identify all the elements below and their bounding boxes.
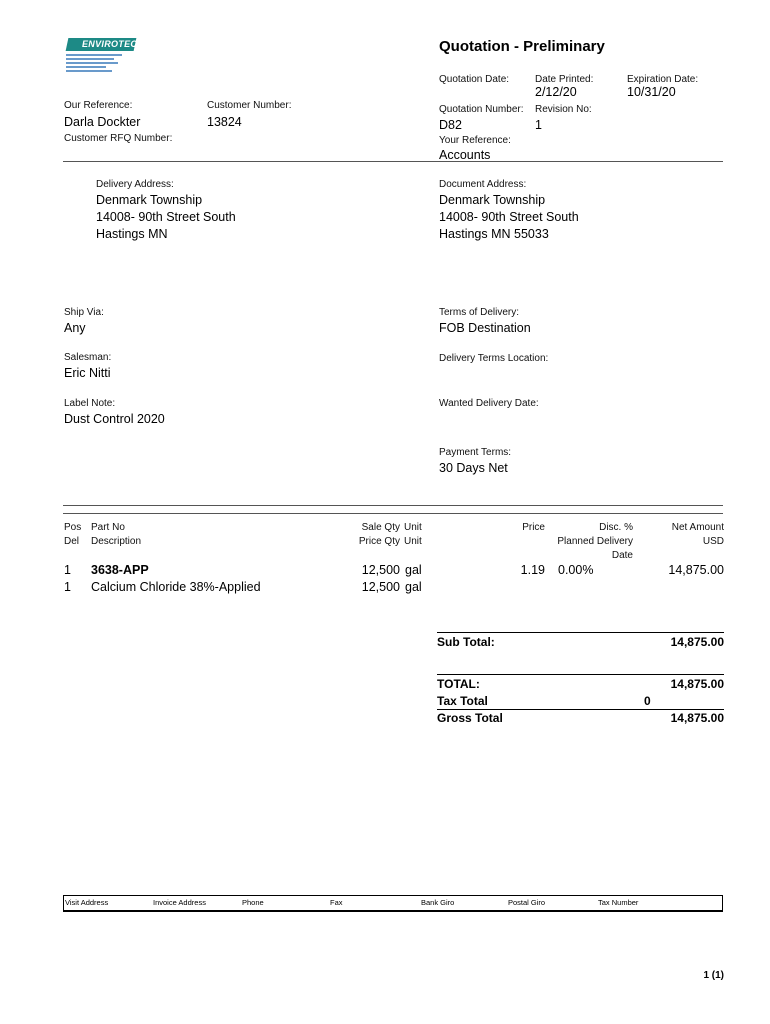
customer-number-label: Customer Number: bbox=[207, 100, 292, 111]
row-description: Calcium Chloride 38%-Applied bbox=[91, 580, 261, 594]
document-address-line1: Denmark Township bbox=[439, 193, 546, 207]
delivery-address-line3: Hastings MN bbox=[96, 227, 168, 241]
row-del: 1 bbox=[64, 580, 71, 594]
company-logo bbox=[62, 38, 145, 78]
revision-label: Revision No: bbox=[535, 104, 592, 115]
footer-phone: Phone bbox=[242, 898, 264, 907]
our-reference-value: Darla Dockter bbox=[64, 115, 141, 129]
footer-postal-giro: Postal Giro bbox=[508, 898, 546, 907]
quotation-date-label: Quotation Date: bbox=[439, 74, 510, 85]
col-pos: Pos bbox=[64, 522, 82, 533]
document-address-label: Document Address: bbox=[439, 179, 527, 190]
salesman-label: Salesman: bbox=[64, 352, 112, 363]
footer-fax: Fax bbox=[330, 898, 343, 907]
date-printed-value: 2/12/20 bbox=[535, 85, 577, 99]
rfq-label: Customer RFQ Number: bbox=[64, 133, 173, 144]
table-top-rule-2 bbox=[63, 513, 723, 514]
footer-visit-address: Visit Address bbox=[65, 898, 109, 907]
document-address-line3: Hastings MN 55033 bbox=[439, 227, 549, 241]
terms-of-delivery-label: Terms of Delivery: bbox=[439, 307, 520, 318]
payment-terms-label: Payment Terms: bbox=[439, 447, 512, 458]
delivery-address-label: Delivery Address: bbox=[96, 179, 174, 190]
ship-via-value: Any bbox=[64, 321, 86, 335]
expiration-date-value: 10/31/20 bbox=[627, 85, 676, 99]
delivery-address-line1: Denmark Township bbox=[96, 193, 203, 207]
col-unit-1: Unit bbox=[404, 522, 422, 533]
row-disc: 0.00% bbox=[558, 563, 594, 577]
row-sale-qty: 12,500 bbox=[361, 563, 400, 577]
date-printed-label: Date Printed: bbox=[535, 74, 594, 85]
logo-text: ENVIROTECH bbox=[82, 39, 145, 49]
label-note-label: Label Note: bbox=[64, 398, 116, 409]
delivery-terms-location-label: Delivery Terms Location: bbox=[439, 353, 549, 364]
salesman-value: Eric Nitti bbox=[64, 366, 111, 380]
wanted-delivery-date-label: Wanted Delivery Date: bbox=[439, 398, 539, 409]
gross-total-label: Gross Total bbox=[437, 711, 503, 725]
your-reference-label: Your Reference: bbox=[439, 135, 511, 146]
footer-bank-giro: Bank Giro bbox=[421, 898, 455, 907]
row-price: 1.19 bbox=[520, 563, 545, 577]
header-divider bbox=[63, 161, 723, 162]
ship-via-label: Ship Via: bbox=[64, 307, 104, 318]
footer-invoice-address: Invoice Address bbox=[153, 898, 206, 907]
gross-rule bbox=[437, 709, 724, 710]
col-part-no: Part No bbox=[91, 522, 125, 533]
row-part-no: 3638-APP bbox=[91, 563, 149, 577]
col-disc: Disc. % bbox=[599, 522, 633, 533]
col-currency: USD bbox=[702, 536, 724, 547]
row-net-amount: 14,875.00 bbox=[668, 563, 724, 577]
row-unit: gal bbox=[405, 563, 422, 577]
tax-total-label: Tax Total bbox=[437, 694, 488, 708]
col-unit-2: Unit bbox=[404, 536, 422, 547]
col-date: Date bbox=[611, 550, 633, 561]
row-pos: 1 bbox=[64, 563, 71, 577]
document-address-line2: 14008- 90th Street South bbox=[439, 210, 579, 224]
gross-total-value: 14,875.00 bbox=[670, 711, 724, 725]
row-price-unit: gal bbox=[405, 580, 422, 594]
row-price-qty: 12,500 bbox=[361, 580, 400, 594]
subtotal-rule bbox=[437, 632, 724, 633]
delivery-address-line2: 14008- 90th Street South bbox=[96, 210, 236, 224]
col-del: Del bbox=[64, 536, 80, 547]
payment-terms-value: 30 Days Net bbox=[439, 461, 508, 475]
col-price: Price bbox=[522, 522, 545, 533]
col-description: Description bbox=[91, 536, 142, 547]
sub-total-label: Sub Total: bbox=[437, 635, 495, 649]
col-net-amount: Net Amount bbox=[671, 522, 724, 533]
footer-tax-number: Tax Number bbox=[598, 898, 639, 907]
document-title: Quotation - Preliminary bbox=[439, 38, 605, 55]
terms-of-delivery-value: FOB Destination bbox=[439, 321, 531, 335]
total-rule bbox=[437, 674, 724, 675]
quotation-number-label: Quotation Number: bbox=[439, 104, 524, 115]
customer-number-value: 13824 bbox=[207, 115, 242, 129]
quotation-number-value: D82 bbox=[439, 118, 462, 132]
col-planned-delivery: Planned Delivery bbox=[557, 536, 633, 547]
tax-total-value: 0 bbox=[644, 694, 651, 708]
expiration-date-label: Expiration Date: bbox=[627, 74, 699, 85]
col-sale-qty: Sale Qty bbox=[361, 522, 400, 533]
your-reference-value: Accounts bbox=[439, 148, 491, 162]
label-note-value: Dust Control 2020 bbox=[64, 412, 165, 426]
sub-total-value: 14,875.00 bbox=[670, 635, 724, 649]
col-price-qty: Price Qty bbox=[358, 536, 400, 547]
table-top-rule-1 bbox=[63, 505, 723, 506]
our-reference-label: Our Reference: bbox=[64, 100, 133, 111]
total-label: TOTAL: bbox=[437, 677, 480, 691]
revision-value: 1 bbox=[535, 118, 542, 132]
page-number: 1 (1) bbox=[703, 970, 724, 981]
total-value: 14,875.00 bbox=[670, 677, 724, 691]
